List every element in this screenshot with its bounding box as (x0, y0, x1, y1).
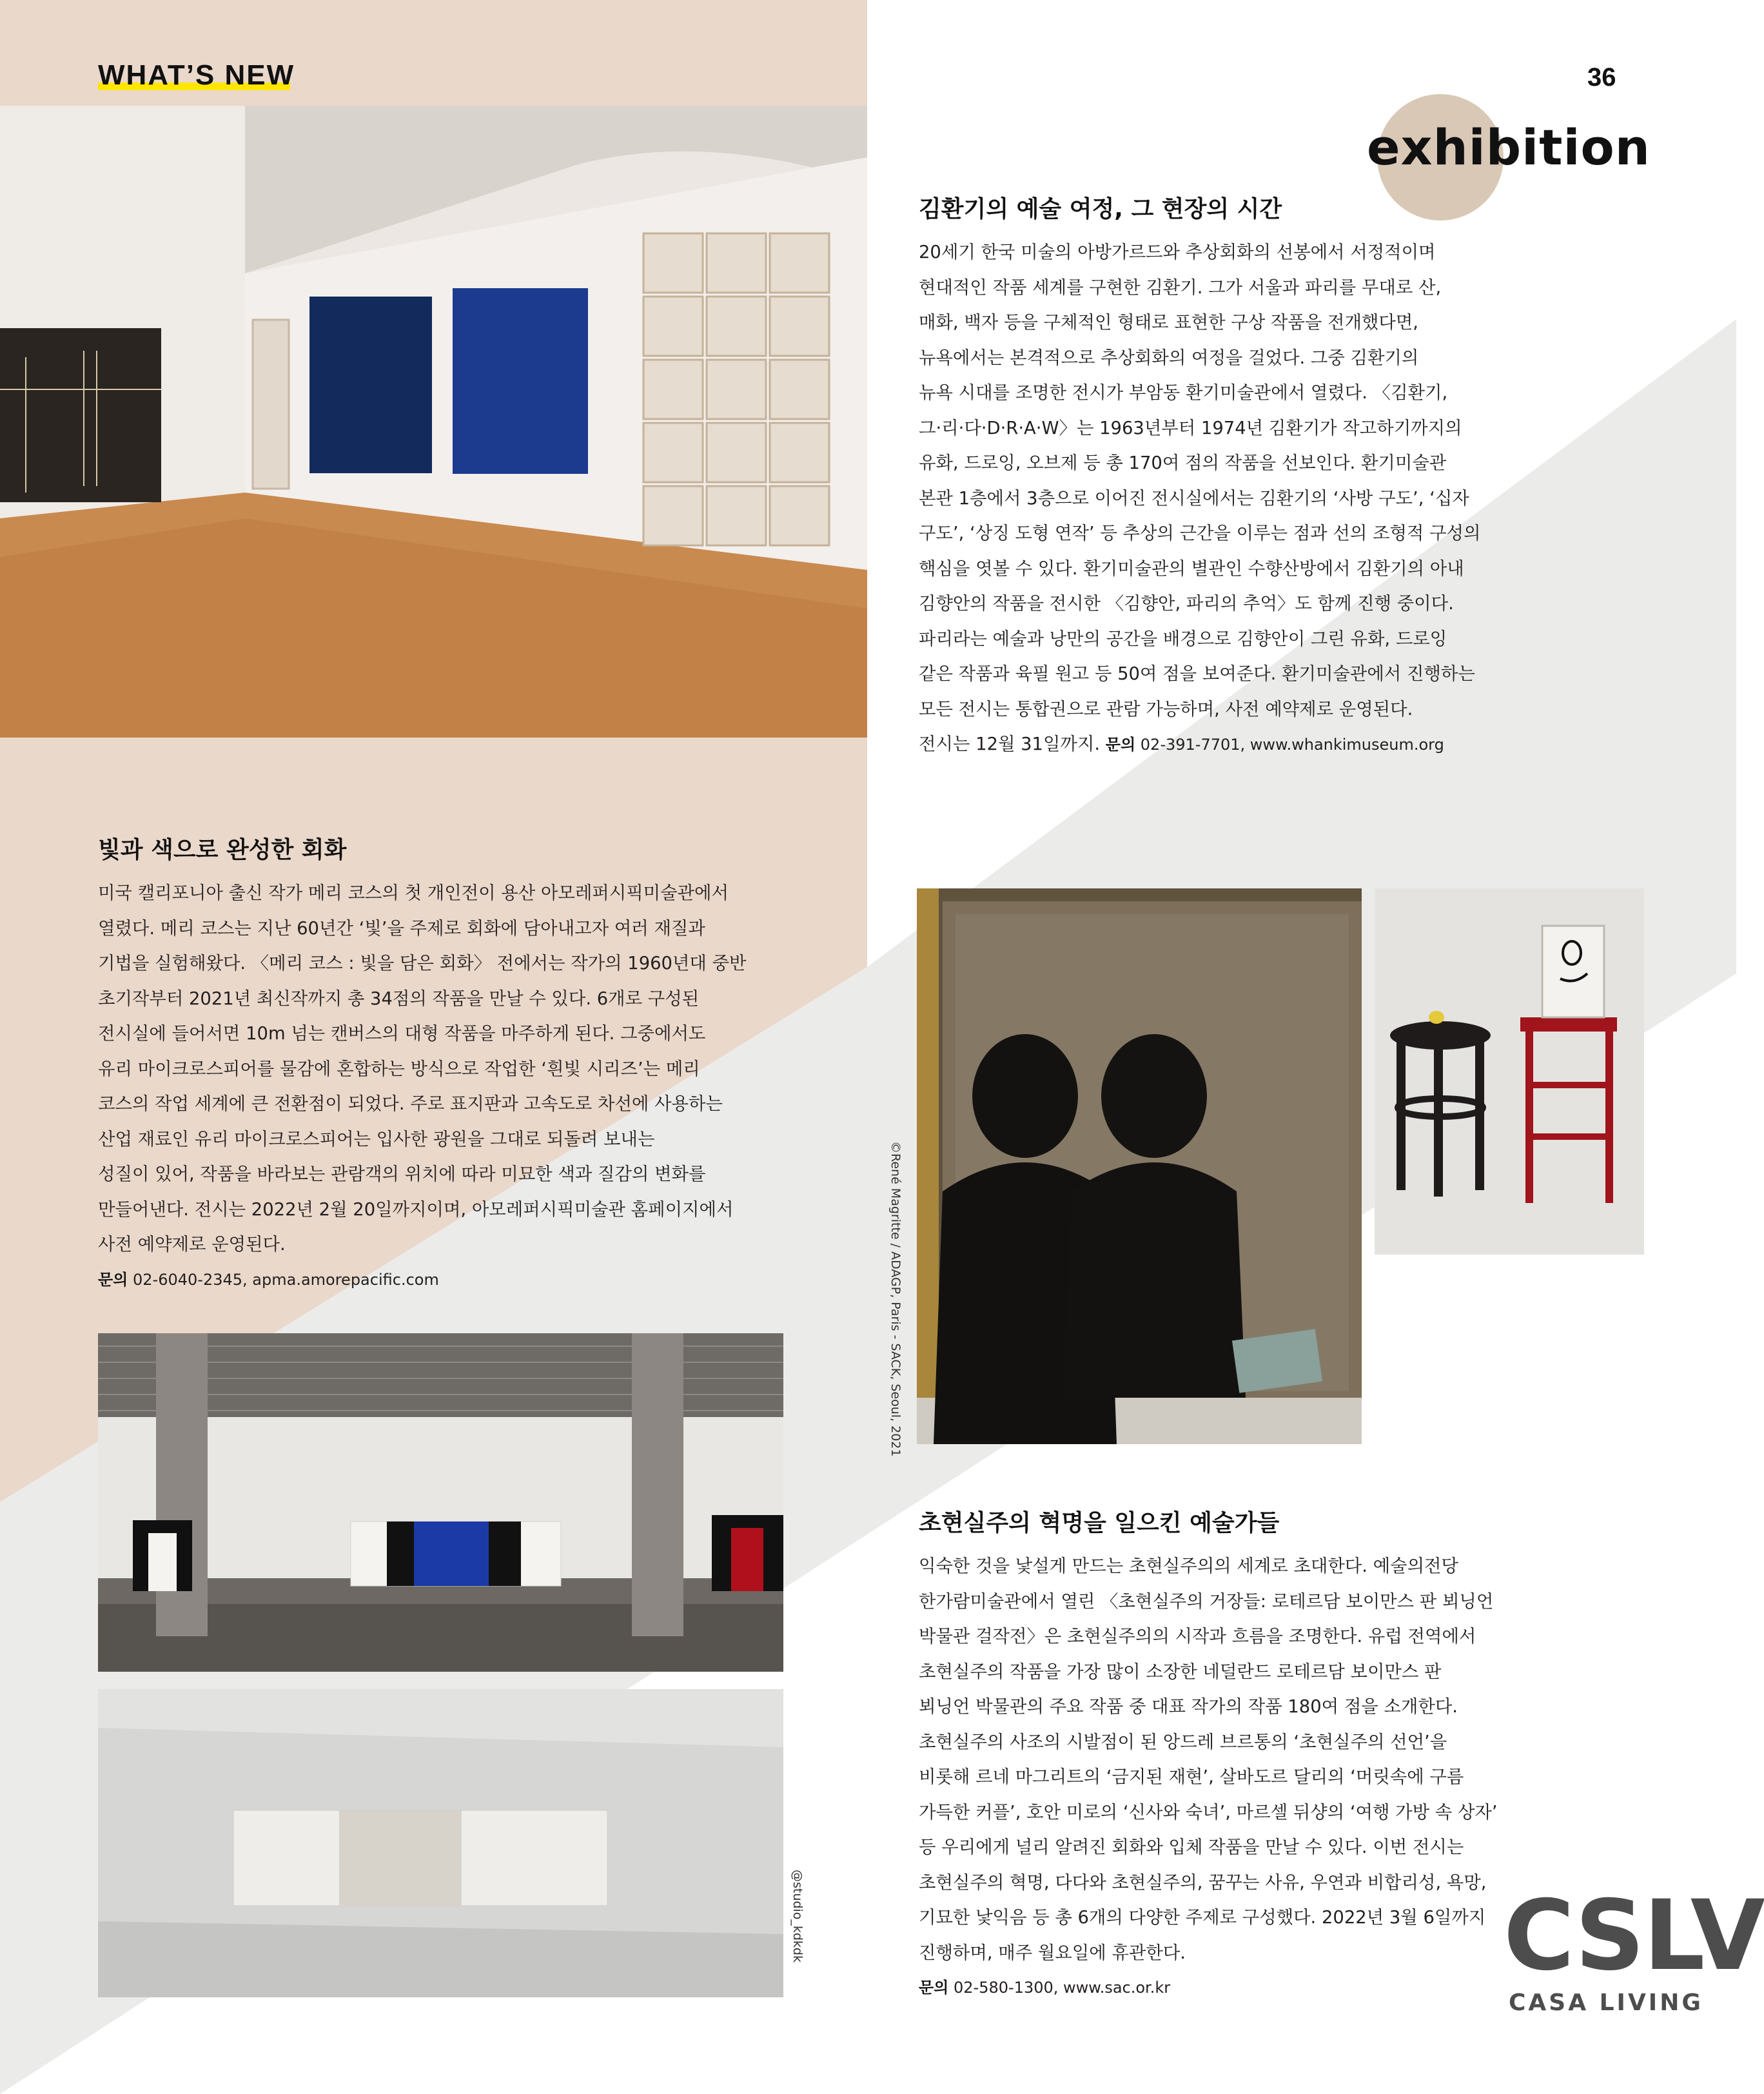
body-line: 매화, 백자 등을 구체적인 형태로 표현한 구상 작품을 전개했다면, (919, 313, 1419, 333)
inquiry (1106, 736, 1444, 754)
gallery-photo-white-light (98, 1689, 783, 1997)
gallery-photo-whanki (0, 106, 867, 738)
article-whanki (919, 191, 1563, 763)
body-line: 등 우리에게 널리 알려진 회화와 입체 작품을 만날 수 있다. 이번 전시는 (919, 1837, 1464, 1857)
body-line: 그·리·다·D·R·A·W〉는 1963년부터 1974년 김환기가 작고하기까지의 (919, 418, 1462, 438)
body-line: 핵심을 엿볼 수 있다. 환기미술관의 별관인 수향산방에서 김환기의 아내 (919, 558, 1464, 579)
photo-credit-magritte: ©René Magritte / ADAGP, Paris - SACK, Seoul, 2021 (888, 1141, 903, 1457)
article-body (919, 1549, 1563, 1971)
body-line: 현대적인 작품 세계를 구현한 김환기. 그가 서울과 파리를 무대로 산, (919, 277, 1442, 298)
body-line: 산업 재료인 유리 마이크로스피어는 입사한 광원을 그대로 되돌려 보내는 (98, 1129, 655, 1150)
photo-credit-studio: @studio_kdkdk (790, 1870, 805, 1962)
body-line: 코스의 작업 세계에 큰 전환점이 되었다. 주로 표지판과 고속도로 차선에 사용하는 (98, 1094, 723, 1114)
body-line: 뉴욕 시대를 조명한 전시가 부암동 환기미술관에서 열렸다. 〈김환기, (919, 383, 1448, 403)
page-number: 36 (1587, 63, 1616, 92)
body-line: 유화, 드로잉, 오브제 등 총 170여 점의 작품을 선보인다. 환기미술관 (919, 453, 1447, 473)
body-line: 뉴욕에서는 본격적으로 추상회화의 여정을 걸었다. 그중 김환기의 (919, 347, 1419, 368)
article-title: 김환기의 예술 여정, 그 현장의 시간 (919, 196, 1282, 222)
inquiry-label: 문의 (98, 1270, 128, 1289)
body-line: 성질이 있어, 작품을 바라보는 관람객의 위치에 따라 미묘한 색과 질감의 변화를 (98, 1164, 706, 1184)
inquiry-label: 문의 (919, 1979, 949, 1997)
body-line: 김향안의 작품을 전시한 〈김향안, 파리의 추억〉도 함께 진행 중이다. (919, 594, 1454, 614)
body-line: 유리 마이크로스피어를 물감에 혼합하는 방식으로 작업한 ‘흰빛 시리즈’는 메리 (98, 1059, 700, 1079)
body-line: 구도’, ‘상징 도형 연작’ 등 추상의 근간을 이루는 점과 선의 조형적 구성의 (919, 524, 1481, 543)
inquiry (919, 1975, 1563, 1997)
inquiry-label: 문의 (1105, 736, 1136, 754)
body-line: 20세기 한국 미술의 아방가르드와 추상회화의 선봉에서 서정적이며 (919, 242, 1436, 262)
body-line: 사전 예약제로 운영된다. (98, 1235, 286, 1255)
body-line: 박물관 걸작전〉은 초현실주의의 시작과 흐름을 조명한다. 유럽 전역에서 (919, 1627, 1476, 1647)
article-body (98, 876, 859, 1263)
body-line: 만들어낸다. 전시는 2022년 2월 20일까지이며, 아모레퍼시픽미술관 홈페이지에서 (98, 1199, 734, 1220)
body-line: 미국 캘리포니아 출신 작가 메리 코스의 첫 개인전이 용산 아모레퍼시픽미술관에서 (98, 883, 729, 903)
article-title: 초현실주의 혁명을 일으킨 예술가들 (919, 1510, 1280, 1536)
body-line: 파리라는 예술과 낭만의 공간을 배경으로 김향안이 그린 유화, 드로잉 (919, 629, 1447, 649)
artwork-photo-magritte (917, 888, 1362, 1444)
body-line: 전시실에 들어서면 10m 넘는 캔버스의 대형 작품을 마주하게 된다. 그중에서도 (98, 1024, 706, 1044)
body-line: 초기작부터 2021년 최신작까지 총 34점의 작품을 만날 수 있다. 6개로 구성된 (98, 988, 700, 1009)
body-line: 비롯해 르네 마그리트의 ‘금지된 재현’, 살바도르 달리의 ‘머릿속에 구름 (919, 1767, 1464, 1787)
inquiry (98, 1267, 859, 1289)
gallery-photo-mary-corse-hall (98, 1333, 783, 1672)
category-title: exhibition (1367, 119, 1651, 176)
magazine-logo: CSLV (1504, 1880, 1764, 1992)
article-title: 빛과 색으로 완성한 회화 (98, 837, 347, 863)
magazine-logo-subtitle: CASA LIVING (1509, 1990, 1703, 2016)
body-line: 초현실주의 작품을 가장 많이 소장한 네덜란드 로테르담 보이만스 판 (919, 1661, 1442, 1682)
article-body (919, 235, 1563, 763)
body-line: 모든 전시는 통합권으로 관람 가능하며, 사전 예약제로 운영된다. (919, 699, 1413, 719)
body-line: 익숙한 것을 낯설게 만드는 초현실주의의 세계로 초대한다. 예술의전당 (919, 1556, 1458, 1576)
inquiry-value: 02-580-1300, www.sac.or.kr (954, 1979, 1171, 1997)
body-line: 초현실주의 혁명, 다다와 초현실주의, 꿈꾸는 사유, 우연과 비합리성, 욕망, (919, 1872, 1487, 1893)
body-line: 뵈닝언 박물관의 주요 작품 중 대표 작가의 작품 180여 점을 소개한다. (919, 1697, 1458, 1717)
article-surrealism (919, 1505, 1563, 1997)
article-mary-corse (98, 832, 859, 1289)
inquiry-value: 02-6040-2345, apma.amorepacific.com (133, 1270, 439, 1289)
body-line: 가득한 커플’, 호안 미로의 ‘신사와 숙녀’, 마르셀 뒤샹의 ‘여행 가방 속 상자’ (919, 1802, 1498, 1823)
body-line: 같은 작품과 육필 원고 등 50여 점을 보여준다. 환기미술관에서 진행하는 (919, 664, 1475, 684)
body-line-last (919, 727, 1563, 763)
inquiry-value: 02-391-7701, www.whankimuseum.org (1140, 736, 1444, 754)
body-line: 기묘한 낯익음 등 총 6개의 다양한 주제로 구성했다. 2022년 3월 6일까지 (919, 1908, 1486, 1928)
artwork-photo-stools (1375, 888, 1644, 1255)
body-line: 진행하며, 매주 월요일에 휴관한다. (919, 1942, 1186, 1963)
body-line: 열렸다. 메리 코스는 지난 60년간 ‘빛’을 주제로 회화에 담아내고자 여러 재질과 (98, 918, 705, 939)
body-line: 한가람미술관에서 열린 〈초현실주의 거장들: 로테르담 보이만스 판 뵈닝언 (919, 1591, 1494, 1612)
section-label: WHAT’S NEW (98, 59, 295, 91)
end-date: 전시는 12월 31일까지. (919, 734, 1101, 754)
body-line: 본관 1층에서 3층으로 이어진 전시실에서는 김환기의 ‘사방 구도’, ‘십자 (919, 488, 1469, 509)
body-line: 초현실주의 사조의 시발점이 된 앙드레 브르통의 ‘초현실주의 선언’을 (919, 1732, 1447, 1752)
body-line: 기법을 실험해왔다. 〈메리 코스 : 빛을 담은 회화〉 전에서는 작가의 1960년대 중반 (98, 954, 747, 974)
